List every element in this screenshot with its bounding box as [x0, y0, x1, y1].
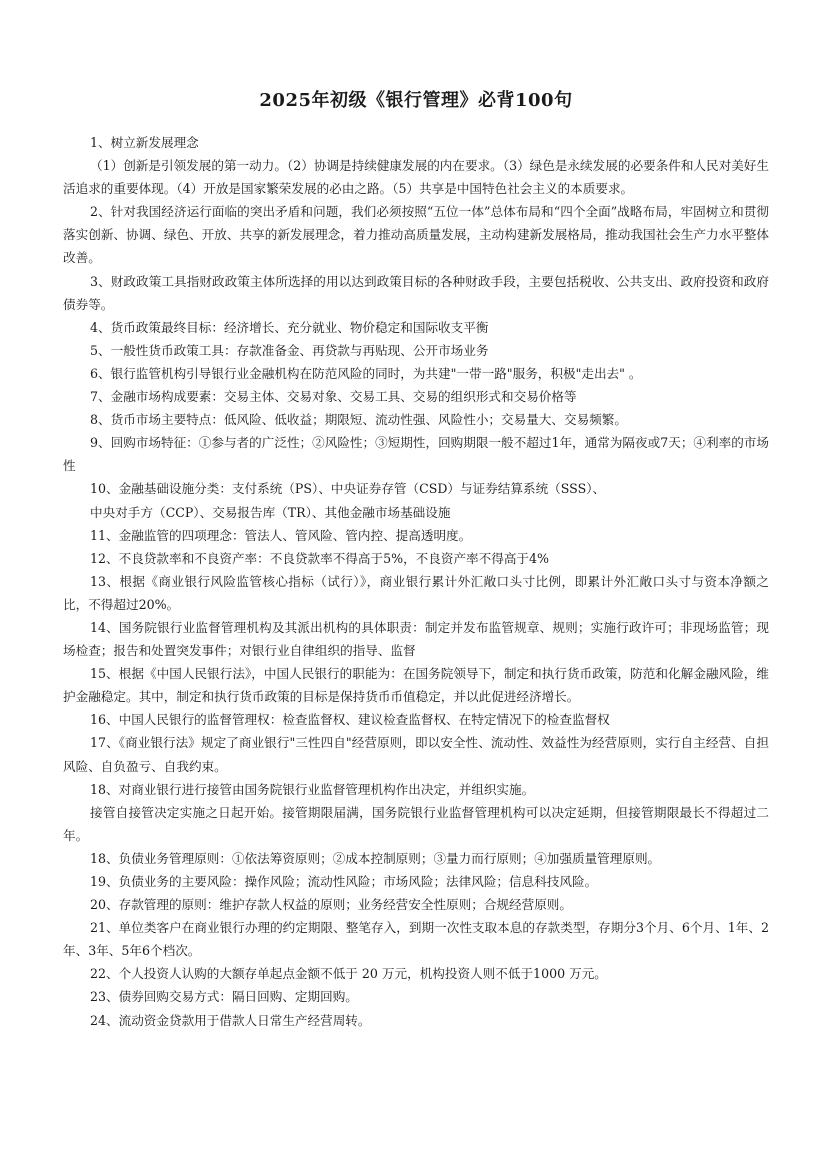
- paragraph: 14、国务院银行业监督管理机构及其派出机构的具体职责：制定并发布监管规章、规则；实施行政许可；非现场监管；现场检查；报告和处置突发事件；对银行业自律组织的指导、监督: [63, 619, 769, 659]
- paragraph: 5、一般性货币政策工具：存款准备金、再贷款与再贴现、公开市场业务: [90, 342, 489, 358]
- paragraph: （1）创新是引领发展的第一动力。（2）协调是持续健康发展的内在要求。（3）绿色是永续发展的必要条件和人民对美好生活追求的重要体现。（4）开放是国家繁荣发展的必由之路。（5）共享是中国特色社会主义的本质要求。: [63, 158, 769, 197]
- paragraph: 19、负债业务的主要风险：操作风险；流动性风险；市场风险；法律风险；信息科技风险。: [90, 874, 598, 889]
- paragraph: 17、《商业银行法》规定了商业银行"三性四自"经营原则，即以安全性、流动性、效益性为经营原则，实行自主经营、自担风险、自负盈亏、自我约束。: [63, 735, 769, 774]
- paragraph: 12、不良贷款率和不良资产率：不良贷款率不得高于5%，不良资产率不得高于4%: [90, 550, 549, 566]
- paragraph: 8、货币市场主要特点：低风险、低收益；期限短、流动性强、风险性小；交易量大、交易频繁。: [90, 412, 627, 428]
- paragraph: 23、债券回购交易方式：隔日回购、定期回购。: [90, 989, 358, 1005]
- paragraph: 4、货币政策最终目标：经济增长、充分就业、物价稳定和国际收支平衡: [90, 319, 489, 335]
- document-body: [63, 131, 769, 1032]
- paragraph: 24、流动资金贷款用于借款人日常生产经营周转。: [90, 1012, 371, 1028]
- paragraph: 1、树立新发展理念: [90, 135, 199, 150]
- document-title: 2025年初级《银行管理》必背100句: [259, 90, 573, 111]
- paragraph: 22、个人投资人认购的大额存单起点金额不低于 20 万元，机构投资人则不低于1000 万元。: [90, 966, 607, 982]
- paragraph: 9、回购市场特征：①参与者的广泛性；②风险性；③短期性，回购期限一般不超过1年，通常为隔夜或7天；④利率的市场性: [63, 435, 769, 474]
- paragraph: 中央对手方（CCP）、交易报告库（TR）、其他金融市场基础设施: [90, 504, 451, 520]
- paragraph: 7、金融市场构成要素：交易主体、交易对象、交易工具、交易的组织形式和交易价格等: [90, 389, 577, 405]
- paragraph: 18、对商业银行进行接管由国务院银行业监督管理机构作出决定，并组织实施。: [90, 781, 535, 797]
- paragraph: 18、负债业务管理原则：①依法筹资原则；②成本控制原则；③量力而行原则；④加强质量管理原则。: [90, 850, 661, 866]
- paragraph: 20、存款管理的原则：维护存款人权益的原则；业务经营安全性原则；合规经营原则。: [90, 897, 572, 913]
- paragraph: 接管自接管决定实施之日起开始。接管期限届满，国务院银行业监督管理机构可以决定延期，但接管期限最长不得超过二年。: [63, 804, 769, 843]
- paragraph: 13、根据《商业银行风险监管核心指标（试行）》，商业银行累计外汇敞口头寸比例，即累计外汇敞口头寸与资本净额之比，不得超过20%。: [63, 573, 769, 612]
- document-page: [63, 88, 769, 1032]
- paragraph: 2、针对我国经济运行面临的突出矛盾和问题，我们必须按照“五位一体”总体布局和“四个全面”战略布局，牢固树立和贯彻落实创新、协调、绿色、开放、共享的新发展理念，着力推动高质量发展，主动构建新发展格局，推动我国社会生产力水平整体改善。: [63, 204, 769, 266]
- paragraph: 3、财政政策工具指财政政策主体所选择的用以达到政策目标的各种财政手段，主要包括税收、公共支出、政府投资和政府债券等。: [63, 273, 769, 312]
- paragraph: 21、单位类客户在商业银行办理的约定期限、整笔存入，到期一次性支取本息的存款类型，存期分3个月、6个月、1年、2年、3年、5年6个档次。: [63, 920, 769, 959]
- paragraph: 11、金融监管的四项理念：管法人、管风险、管内控、提高透明度。: [90, 527, 472, 543]
- paragraph: 15、根据《中国人民银行法》，中国人民银行的职能为：在国务院领导下，制定和执行货币政策，防范和化解金融风险，维护金融稳定。其中，制定和执行货币政策的目标是保持货币币值稳定，并以此促进经济增长。: [63, 666, 769, 705]
- paragraph: 16、中国人民银行的监督管理权：检查监督权、建议检查监督权、在特定情况下的检查监督权: [90, 712, 610, 728]
- paragraph: 10、金融基础设施分类：支付系统（PS）、中央证券存管（CSD）与证券结算系统（SSS）、: [90, 481, 606, 497]
- paragraph: 6、银行监管机构引导银行业金融机构在防范风险的同时，为共建"一带一路"服务，积极"走出去" 。: [90, 365, 642, 381]
